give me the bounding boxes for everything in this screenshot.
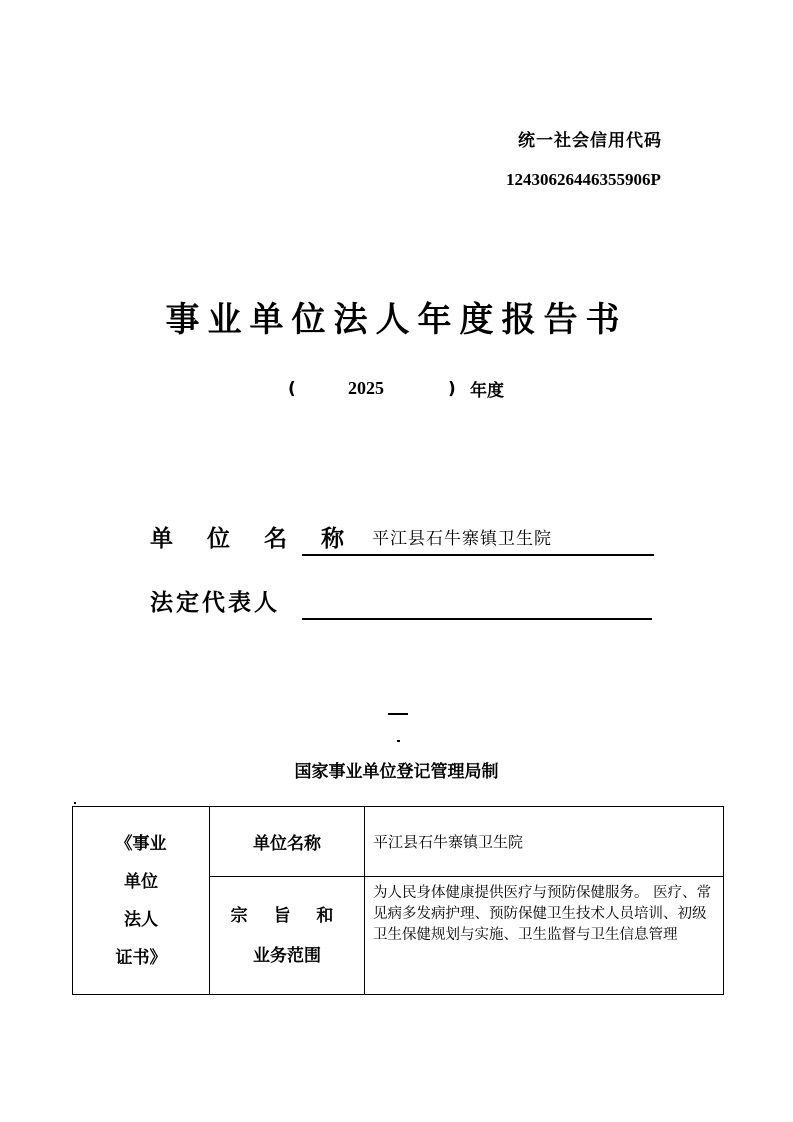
year-paren-open: ( (288, 378, 296, 399)
page-title: 事业单位法人年度报告书 (165, 300, 628, 340)
certificate-name-cell (73, 807, 210, 995)
certificate-table (72, 806, 724, 995)
row-value-scope: 为人民身体健康提供医疗与预防保健服务。 医疗、常见病多发病护理、预防保健卫生技术人员培训、初级卫生保健规划与实施、卫生监督与卫生信息管理 (365, 877, 724, 995)
year-suffix: 年度 (470, 381, 504, 401)
row-label-scope-line1: 宗 旨 和 (230, 905, 344, 926)
certificate-name-line: 《事业 (115, 833, 167, 854)
report-year-line (288, 376, 504, 401)
credit-code-value: 12430626446355906P (506, 170, 661, 189)
unit-name-field (302, 516, 654, 556)
row-label-scope (210, 877, 365, 995)
certificate-name-line: 单位 (124, 871, 158, 892)
legal-rep-label: 法定代表人 (150, 590, 280, 616)
legal-rep-field (302, 580, 652, 620)
table-row (73, 807, 724, 877)
row-label-unit-name: 单位名称 (210, 807, 365, 877)
certificate-name-line: 法人 (124, 909, 158, 930)
row-label-scope-line2: 业务范围 (253, 945, 321, 966)
separator-dot (397, 740, 400, 742)
row-value-unit-name: 平江县石牛寨镇卫生院 (365, 807, 724, 877)
separator-dash (388, 713, 408, 715)
issuer-line: 国家事业单位登记管理局制 (294, 762, 499, 782)
credit-code-label: 统一社会信用代码 (518, 131, 662, 151)
certificate-name-line: 证书》 (115, 947, 167, 968)
unit-name-label: 单 位 名 称 (150, 526, 358, 552)
report-year: 2025 (348, 378, 384, 398)
unit-name-value: 平江县石牛寨镇卫生院 (372, 529, 552, 549)
table-corner-mark (74, 802, 76, 804)
year-paren-close: ) (448, 378, 456, 399)
